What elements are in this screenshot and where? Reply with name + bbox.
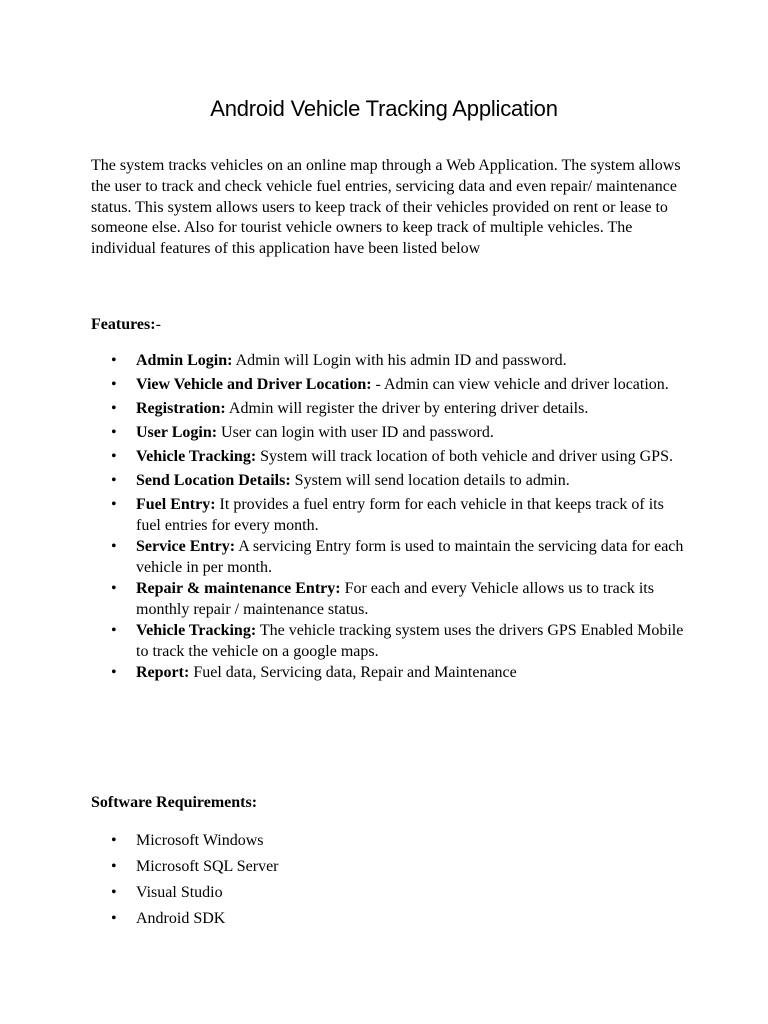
software-requirements-heading: Software Requirements: [91, 794, 258, 811]
features-heading-label: Features: [91, 316, 156, 333]
feature-text: It provides a fuel entry form for each vehicle in that keeps track of its fuel entries for every month. [136, 496, 664, 534]
feature-name: View Vehicle and Driver Location: [136, 376, 372, 393]
feature-name: Registration: [136, 400, 226, 417]
list-item [91, 536, 691, 578]
feature-name: Fuel Entry: [136, 496, 216, 513]
feature-text: Admin will register the driver by entering driver details. [225, 400, 589, 417]
feature-text: The vehicle tracking system uses the drivers GPS Enabled Mobile to track the vehicle on a google maps. [136, 622, 684, 660]
feature-name: Service Entry: [136, 538, 236, 555]
features-heading-suffix: - [155, 316, 161, 333]
list-item [91, 350, 691, 371]
feature-text: System will send location details to admin. [290, 472, 570, 489]
feature-name: Repair & maintenance Entry: [136, 580, 341, 597]
feature-name: Vehicle Tracking: [136, 622, 257, 639]
list-item [91, 578, 691, 620]
list-item: • Android SDK [91, 908, 691, 929]
list-item [91, 374, 691, 395]
feature-name: Admin Login: [136, 352, 233, 369]
feature-name: Send Location Details: [136, 472, 291, 489]
list-item [91, 494, 691, 536]
feature-text: Fuel data, Servicing data, Repair and Maintenance [189, 664, 517, 681]
list-item [91, 662, 691, 683]
list-item: • Microsoft Windows [91, 830, 691, 851]
list-item [91, 446, 691, 467]
feature-text: - Admin can view vehicle and driver location. [371, 376, 669, 393]
feature-name: Report: [136, 664, 190, 681]
feature-text: A servicing Entry form is used to maintain the servicing data for each vehicle in per month. [136, 538, 684, 576]
feature-name: User Login: [136, 424, 218, 441]
list-item [91, 398, 691, 419]
document-title: Android Vehicle Tracking Application [210, 96, 558, 121]
feature-text: Admin will Login with his admin ID and password. [232, 352, 567, 369]
feature-text: For each and every Vehicle allows us to track its monthly repair / maintenance status. [136, 580, 654, 618]
list-item [91, 422, 691, 443]
list-item: • Visual Studio [91, 882, 691, 903]
software-requirements-list [91, 830, 691, 934]
feature-text: User can login with user ID and password. [217, 424, 494, 441]
list-item [91, 620, 691, 662]
features-list [91, 350, 691, 683]
list-item: • Microsoft SQL Server [91, 856, 691, 877]
list-item [91, 470, 691, 491]
feature-text: System will track location of both vehicle and driver using GPS. [256, 448, 673, 465]
features-heading [91, 315, 161, 335]
intro-paragraph: The system tracks vehicles on an online map through a Web Application. The system allows the user to track and check vehicle fuel entries, servicing data and even repair/ maintenance status. This system allows users to keep track of their vehicles provided on rent or lease to someone else. Also for tourist vehicle owners to keep track of multiple vehicles. The individual features of this application have been listed below [91, 157, 681, 258]
feature-name: Vehicle Tracking: [136, 448, 257, 465]
